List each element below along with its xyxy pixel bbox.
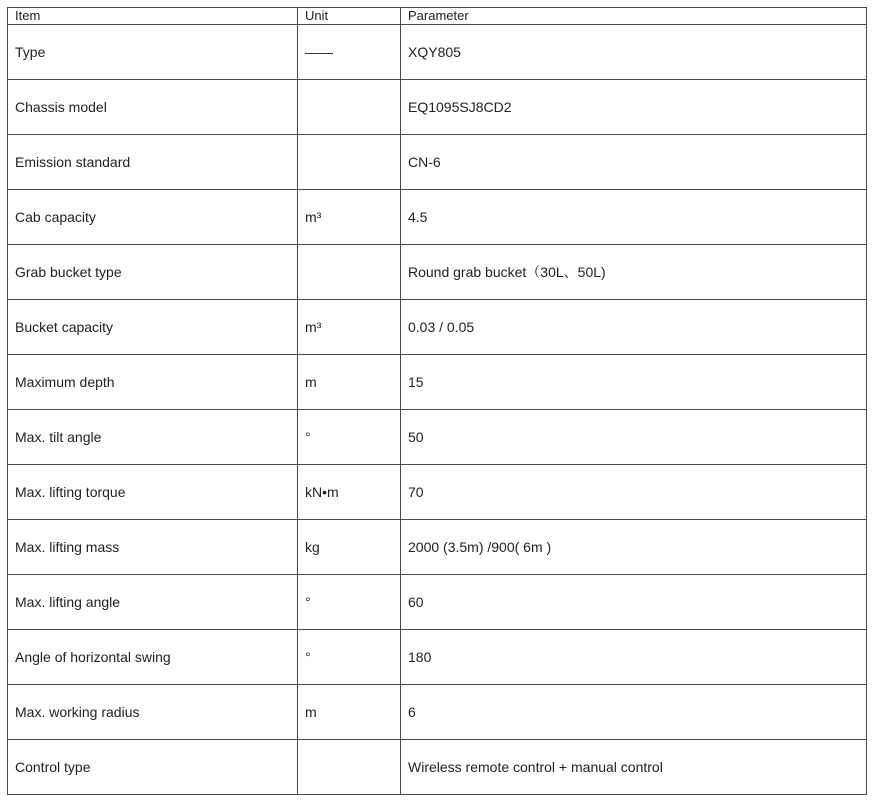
cell-unit: [298, 245, 401, 300]
cell-parameter: 6: [401, 685, 867, 740]
cell-item: Bucket capacity: [8, 300, 298, 355]
cell-item: Type: [8, 25, 298, 80]
table-row: [8, 465, 867, 520]
cell-item: Maximum depth: [8, 355, 298, 410]
cell-unit: ——: [298, 25, 401, 80]
cell-parameter: 70: [401, 465, 867, 520]
cell-item: Max. tilt angle: [8, 410, 298, 465]
cell-item: Grab bucket type: [8, 245, 298, 300]
cell-unit: kg: [298, 520, 401, 575]
cell-parameter: 2000 (3.5m) /900( 6m ): [401, 520, 867, 575]
cell-item: Emission standard: [8, 135, 298, 190]
cell-unit: kN•m: [298, 465, 401, 520]
cell-parameter: 50: [401, 410, 867, 465]
table-row: [8, 520, 867, 575]
cell-item: Max. working radius: [8, 685, 298, 740]
header-row: [8, 8, 867, 25]
table-row: [8, 355, 867, 410]
cell-item: Max. lifting mass: [8, 520, 298, 575]
table-row: [8, 575, 867, 630]
cell-unit: °: [298, 410, 401, 465]
table-row: [8, 410, 867, 465]
cell-item: Angle of horizontal swing: [8, 630, 298, 685]
cell-parameter: XQY805: [401, 25, 867, 80]
table-row: [8, 135, 867, 190]
cell-parameter: 15: [401, 355, 867, 410]
cell-parameter: EQ1095SJ8CD2: [401, 80, 867, 135]
table-row: [8, 685, 867, 740]
cell-item: Max. lifting torque: [8, 465, 298, 520]
table-row: [8, 630, 867, 685]
header-unit: Unit: [298, 8, 401, 25]
cell-unit: °: [298, 575, 401, 630]
cell-item: Max. lifting angle: [8, 575, 298, 630]
table-row: [8, 740, 867, 795]
cell-item: Control type: [8, 740, 298, 795]
cell-unit: [298, 80, 401, 135]
cell-parameter: CN-6: [401, 135, 867, 190]
cell-parameter: Round grab bucket（30L、50L): [401, 245, 867, 300]
cell-unit: m³: [298, 300, 401, 355]
cell-unit: °: [298, 630, 401, 685]
table-row: [8, 25, 867, 80]
cell-parameter: 4.5: [401, 190, 867, 245]
cell-unit: m³: [298, 190, 401, 245]
header-item: Item: [8, 8, 298, 25]
cell-unit: m: [298, 685, 401, 740]
cell-unit: m: [298, 355, 401, 410]
cell-item: Cab capacity: [8, 190, 298, 245]
cell-item: Chassis model: [8, 80, 298, 135]
table-header: [8, 8, 867, 25]
spec-table: [7, 7, 867, 795]
cell-parameter: 180: [401, 630, 867, 685]
cell-parameter: 0.03 / 0.05: [401, 300, 867, 355]
table-row: [8, 300, 867, 355]
table-row: [8, 245, 867, 300]
cell-parameter: 60: [401, 575, 867, 630]
cell-unit: [298, 135, 401, 190]
table-row: [8, 190, 867, 245]
table-body: [8, 25, 867, 795]
cell-parameter: Wireless remote control + manual control: [401, 740, 867, 795]
header-parameter: Parameter: [401, 8, 867, 25]
table-row: [8, 80, 867, 135]
cell-unit: [298, 740, 401, 795]
